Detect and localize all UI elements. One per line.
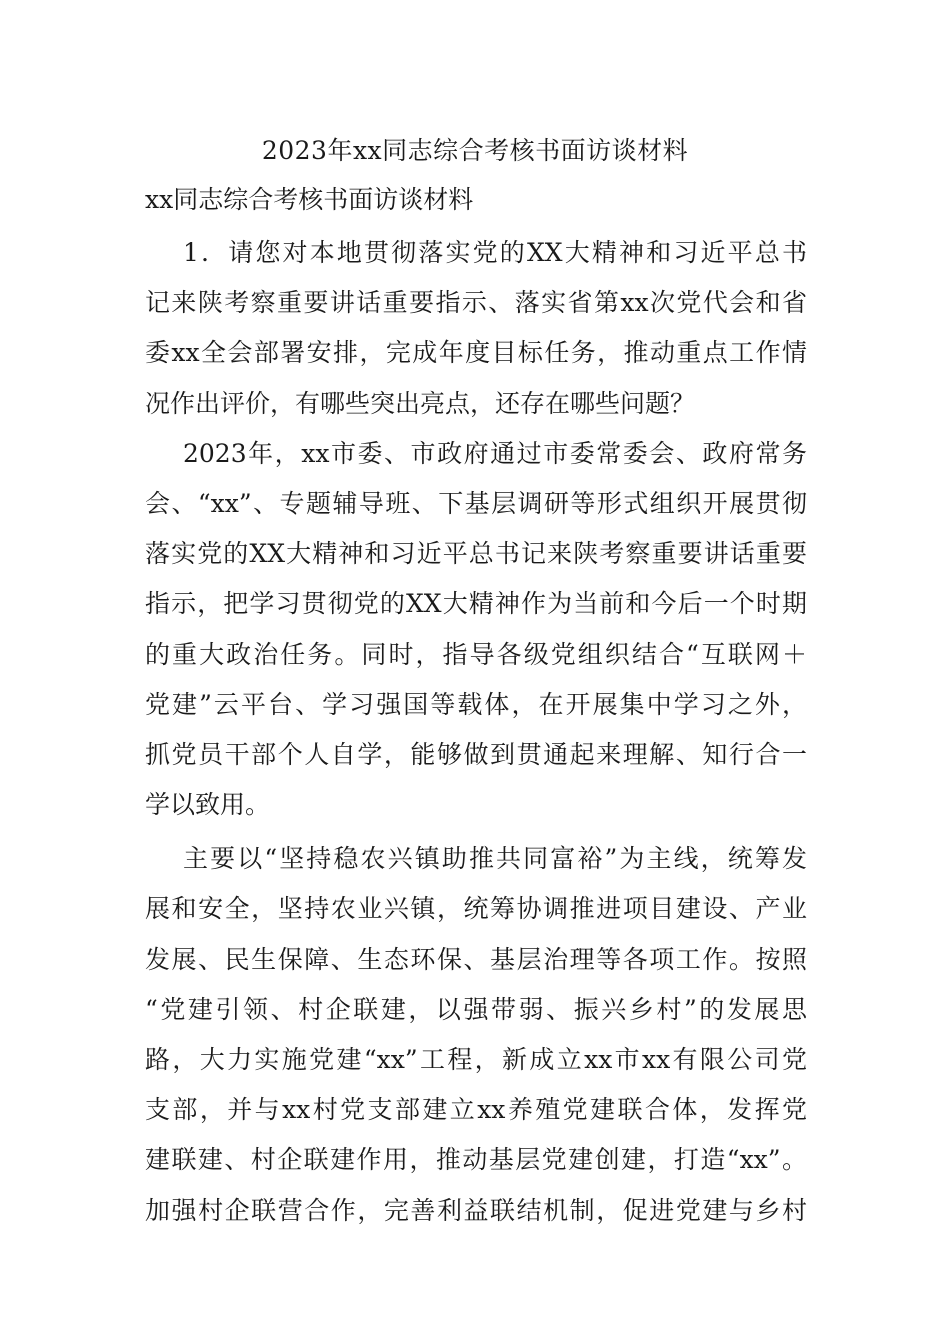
text-line: 况作出评价，有哪些突出亮点，还存在哪些问题？ <box>145 388 696 418</box>
text-line: “党建引领、村企联建，以强带弱、振兴乡村”的发展思 <box>145 994 807 1024</box>
text-line: 主要以“坚持稳农兴镇助推共同富裕”为主线，统筹发 <box>183 844 807 874</box>
document-title: 2023年xx同志综合考核书面访谈材料 <box>261 136 689 165</box>
text-line: 1．请您对本地贯彻落实党的XX大精神和习近平总书 <box>183 238 807 267</box>
text-line: 指示，把学习贯彻党的XX大精神作为当前和今后一个时期 <box>145 589 807 619</box>
text-line: 2023年，xx市委、市政府通过市委常委会、政府常务 <box>183 438 807 468</box>
text-line: 的重大政治任务。同时，指导各级党组织结合“互联网＋ <box>145 639 807 669</box>
text-line: 展和安全，坚持农业兴镇，统筹协调推进项目建设、产业 <box>145 894 807 924</box>
text-line: 路，大力实施党建“xx”工程，新成立xx市xx有限公司党 <box>145 1045 807 1074</box>
paragraph-question-1 <box>145 228 807 429</box>
text-line: 党建”云平台、学习强国等载体，在开展集中学习之外， <box>145 689 807 719</box>
text-line: 加强村企联营合作，完善利益联结机制，促进党建与乡村 <box>145 1195 807 1225</box>
text-line: 委xx全会部署安排，完成年度目标任务，推动重点工作情 <box>145 338 807 368</box>
text-line: 建联建、村企联建作用，推动基层党建创建，打造“xx”。 <box>145 1145 807 1175</box>
text-line: 学以致用。 <box>145 790 271 820</box>
text-line: 支部，并与xx村党支部建立xx养殖党建联合体，发挥党 <box>145 1095 807 1125</box>
paragraph-answer-2023 <box>145 429 807 831</box>
text-line: 抓党员干部个人自学，能够做到贯通起来理解、知行合一 <box>145 739 807 769</box>
text-line: 会、“xx”、专题辅导班、下基层调研等形式组织开展贯彻 <box>145 488 807 518</box>
document-subtitle: xx同志综合考核书面访谈材料 <box>145 185 474 214</box>
document-body <box>145 228 807 1236</box>
text-line: 落实党的XX大精神和习近平总书记来陕考察重要讲话重要 <box>145 539 807 569</box>
paragraph-main-line <box>145 834 807 1236</box>
text-line: 记来陕考察重要讲话重要指示、落实省第xx次党代会和省 <box>145 288 807 318</box>
text-line: 发展、民生保障、生态环保、基层治理等各项工作。按照 <box>145 944 807 974</box>
